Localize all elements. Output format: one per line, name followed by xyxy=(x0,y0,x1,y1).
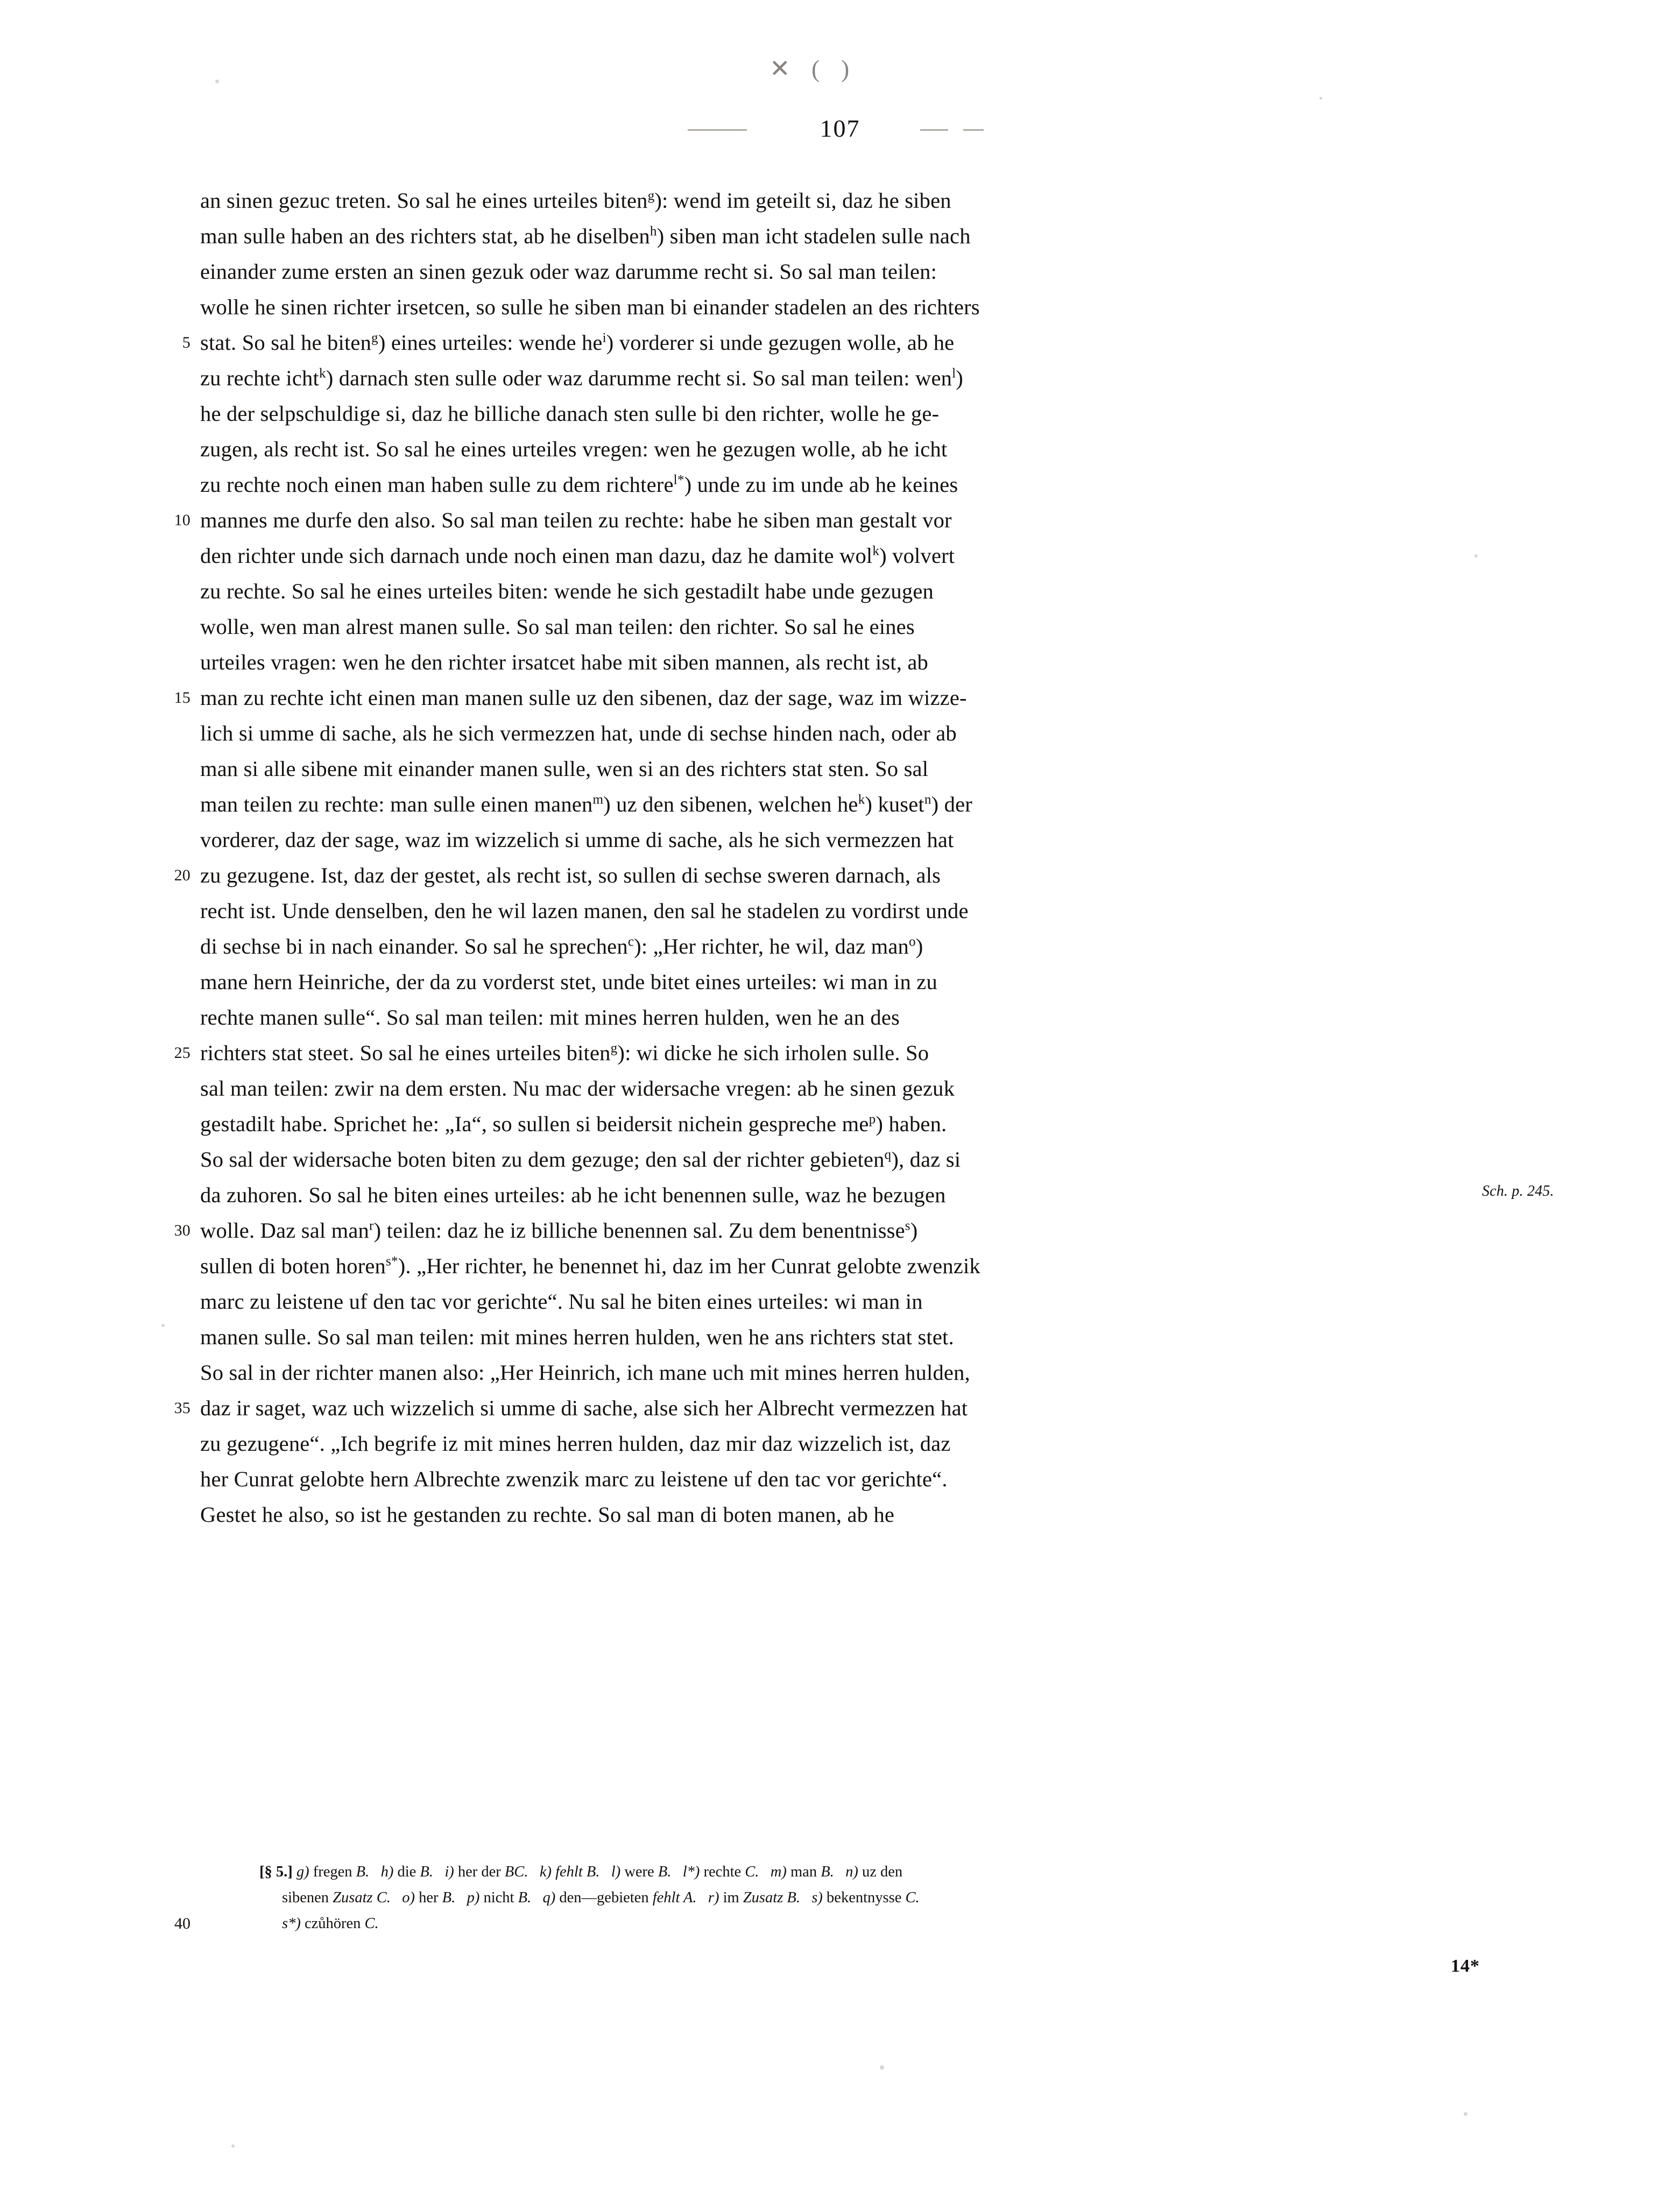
text-line xyxy=(200,1426,1486,1462)
line-text: zu rechte icht$^k$) darnach sten sulle oder waz darumme recht si. So sal man teilen: wen$^l$) xyxy=(200,366,963,390)
text-line xyxy=(182,325,1486,361)
line-text: sullen di boten horen$^{s*}$). „Her richter, he benennet hi, daz im her Cunrat gelobte zwenzik xyxy=(200,1254,980,1278)
line-text: richters stat steet. So sal he eines urteiles biten$^g$): wi dicke he sich irholen sulle. So xyxy=(200,1041,929,1065)
line-text: he der selpschuldige si, daz he billiche danach sten sulle bi den richter, wolle he ge- xyxy=(200,401,940,426)
text-line xyxy=(200,645,1486,680)
text-line xyxy=(200,893,1486,929)
line-text: an sinen gezuc treten. So sal he eines urteiles biten$^g$): wend im geteilt si, daz he siben xyxy=(200,188,951,213)
line-text: man teilen zu rechte: man sulle einen manen$^m$) uz den sibenen, welchen $he^k$) kuset$^n$) der xyxy=(200,792,972,816)
text-line xyxy=(200,1462,1486,1497)
line-text: marc zu leistene uf den tac vor gerichte“. Nu sal he biten eines urteiles: wi man in xyxy=(200,1289,923,1314)
scan-speck xyxy=(231,2144,235,2148)
text-line xyxy=(200,396,1486,432)
text-line xyxy=(200,1319,1486,1355)
margin-note: Sch. p. 245. xyxy=(1482,1183,1554,1199)
text-line xyxy=(200,787,1486,822)
text-line xyxy=(200,929,1486,964)
line-text: wolle, wen man alrest manen sulle. So sal man teilen: den richter. So sal he eines xyxy=(200,615,915,639)
text-line xyxy=(200,751,1486,787)
line-text: zu rechte noch einen man haben sulle zu dem richtere$^{l*}$) unde zu im unde ab he keines xyxy=(200,472,958,497)
line-text: stat. So sal he biten$^g$) eines urteiles: wende $he^i$) vorderer si unde gezugen wolle, ab he xyxy=(200,330,955,355)
line-text: einander zume ersten an sinen gezuk oder waz darumme recht si. So sal man teilen: xyxy=(200,259,937,284)
text-line xyxy=(200,361,1486,396)
text-line xyxy=(200,467,1486,503)
text-line xyxy=(200,964,1486,1000)
text-line xyxy=(200,1106,1486,1142)
scan-speck xyxy=(1474,554,1478,557)
line-number: 35 xyxy=(174,1399,190,1417)
line-text: So sal der widersache boten biten zu dem gezuge; den sal der richter gebieten$^q$), daz si xyxy=(200,1147,961,1171)
line-text: man si alle sibene mit einander manen sulle, wen si an des richters stat sten. So sal xyxy=(200,757,929,781)
line-text: gestadilt habe. Sprichet he: „Ia“, so sullen si beidersit nichein gespreche $me^p$) haben. xyxy=(200,1112,947,1136)
line-number: 10 xyxy=(174,511,190,529)
text-line xyxy=(174,1213,1486,1248)
line-text: den richter unde sich darnach unde noch einen man dazu, daz he damite wol$^k$) volvert xyxy=(200,544,955,568)
line-text: sal man teilen: zwir na dem ersten. Nu mac der widersache vregen: ab he sinen gezuk xyxy=(200,1076,955,1100)
text-line xyxy=(200,218,1486,254)
text-line xyxy=(174,680,1486,716)
line-number: 30 xyxy=(174,1222,190,1239)
text-line xyxy=(200,432,1486,467)
text-line xyxy=(174,503,1486,538)
line-text: wolle he sinen richter irsetcen, so sulle he siben man bi einander stadelen an des richters xyxy=(200,295,980,319)
line-text: mannes me durfe den also. So sal man teilen zu rechte: habe he siben man gestalt vor xyxy=(200,508,952,532)
line-text: man sulle haben an des richters stat, ab he diselben$^h$) siben man icht stadelen sulle nach xyxy=(200,224,971,248)
text-line xyxy=(174,1035,1486,1071)
footnote-line: sibenen Zusatz C. o) her B. p) nicht B. q) den—gebieten fehlt A. r) im Zusatz B. s) bekentnysse C. xyxy=(282,1889,920,1906)
scan-speck xyxy=(215,80,219,83)
text-line xyxy=(200,290,1486,325)
text-line xyxy=(200,1497,1486,1533)
line-number: 15 xyxy=(174,689,190,707)
text-line xyxy=(200,1177,1554,1213)
footnote-line-number: 40 xyxy=(174,1915,190,1932)
line-text: wolle. Daz sal man$^r$) teilen: daz he iz billiche benennen sal. Zu dem benentnisse$^s$) xyxy=(200,1218,918,1243)
text-line xyxy=(200,574,1486,609)
line-text: So sal in der richter manen also: „Her Heinrich, ich mane uch mit mines herren hulden, xyxy=(200,1360,970,1385)
scan-speck xyxy=(161,1324,165,1327)
scan-speck xyxy=(1464,2112,1467,2116)
line-text: vorderer, daz der sage, waz im wizzelich si umme di sache, als he sich vermezzen hat xyxy=(200,828,954,852)
body-text xyxy=(174,183,1554,1533)
line-text: her Cunrat gelobte hern Albrechte zwenzik marc zu leistene uf den tac vor gerichte“. xyxy=(200,1467,948,1491)
text-line xyxy=(200,1071,1486,1106)
text-line xyxy=(200,716,1486,751)
text-line xyxy=(200,609,1486,645)
line-text: zu gezugene“. „Ich begrife iz mit mines herren hulden, daz mir daz wizzelich ist, daz xyxy=(200,1431,951,1456)
scan-speck xyxy=(1319,97,1322,100)
text-line xyxy=(200,1000,1486,1035)
line-text: Gestet he also, so ist he gestanden zu rechte. So sal man di boten manen, ab he xyxy=(200,1502,895,1527)
scan-speck xyxy=(880,2065,884,2070)
footnotes-block xyxy=(174,1859,1454,1937)
text-line xyxy=(200,1142,1486,1177)
line-text: zu gezugene. Ist, daz der gestet, als recht ist, so sullen di sechse sweren darnach, als xyxy=(200,863,941,887)
text-line xyxy=(200,538,1486,574)
line-text: recht ist. Unde denselben, den he wil lazen manen, den sal he stadelen zu vordirst unde xyxy=(200,899,969,923)
line-text: man zu rechte icht einen man manen sulle uz den sibenen, daz der sage, waz im wizze- xyxy=(200,686,967,710)
text-line xyxy=(200,183,1486,218)
text-line xyxy=(174,858,1486,893)
footnote-line: s*) czůhören C. xyxy=(282,1915,379,1932)
line-text: mane hern Heinriche, der da zu vorderst stet, unde bitet eines urteiles: wi man in zu xyxy=(200,970,937,994)
text-line xyxy=(200,1248,1486,1284)
line-text: lich si umme di sache, als he sich vermezzen hat, unde di sechse hinden nach, oder ab xyxy=(200,721,957,745)
pencil-annotation: ✕ ( ) xyxy=(770,55,857,82)
text-line xyxy=(200,1284,1486,1319)
line-number: 20 xyxy=(174,866,190,884)
page-number: 107 xyxy=(820,115,860,142)
line-number: 25 xyxy=(174,1044,190,1062)
line-number: 5 xyxy=(182,334,190,351)
text-line xyxy=(200,254,1486,290)
footnote-line: [§ 5.] g) fregen B. h) die B. i) her der BC. k) fehlt B. l) were B. l*) rechte C. m) man B. n) uz den xyxy=(259,1864,903,1880)
line-text: di sechse bi in nach einander. So sal he sprechen$^c$): „Her richter, he wil, daz man$^o$) xyxy=(200,934,923,958)
text-line xyxy=(200,822,1486,858)
text-line xyxy=(200,1355,1486,1391)
line-text: manen sulle. So sal man teilen: mit mines herren hulden, wen he ans richters stat stet. xyxy=(200,1325,954,1349)
text-line xyxy=(174,1391,1486,1426)
sheet-signature: 14* xyxy=(1451,1956,1480,1976)
line-text: urteiles vragen: wen he den richter irsatcet habe mit siben mannen, als recht ist, ab xyxy=(200,650,929,674)
line-text: da zuhoren. So sal he biten eines urteiles: ab he icht benennen sulle, waz he bezugen xyxy=(200,1183,946,1207)
line-text: zu rechte. So sal he eines urteiles biten: wende he sich gestadilt habe unde gezugen xyxy=(200,579,934,603)
line-text: zugen, als recht ist. So sal he eines urteiles vregen: wen he gezugen wolle, ab he icht xyxy=(200,437,948,461)
line-text: daz ir saget, waz uch wizzelich si umme di sache, alse sich her Albrecht vermezzen hat xyxy=(200,1396,968,1420)
line-text: rechte manen sulle“. So sal man teilen: mit mines herren hulden, wen he an des xyxy=(200,1005,900,1029)
